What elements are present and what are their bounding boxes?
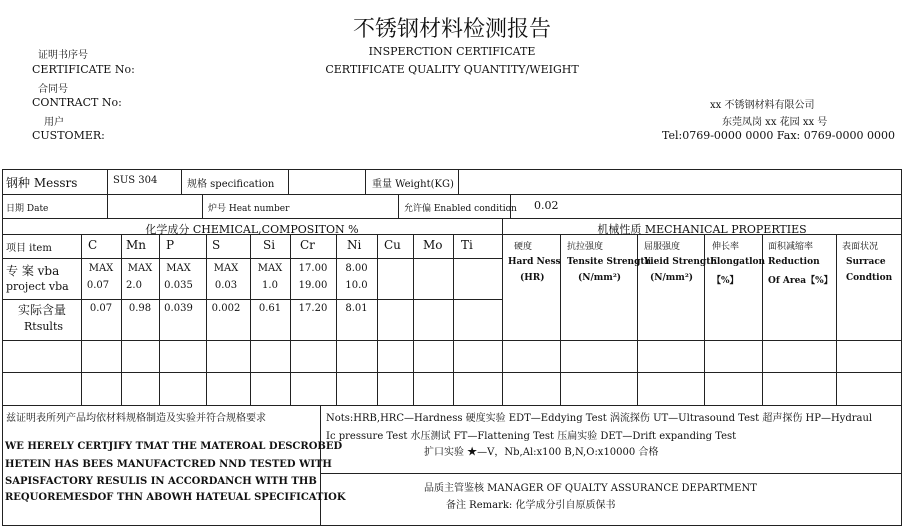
date-label: 日期 Date (6, 204, 49, 214)
remark-label: 备注 Remark: 化学成分引自原质保书 (446, 500, 616, 511)
table-cell: 8.01 (345, 303, 368, 314)
mech-en: Elongatlon (710, 257, 766, 267)
statement-line: HETEIN HAS BEES MANUFACTCRED NND TESTED WITH (5, 459, 332, 470)
page-title: 不锈钢材料检测报告 (352, 17, 551, 42)
spec-row-label: 专 案 vba (6, 264, 60, 278)
mech-unit: Of Area【%】 (768, 276, 833, 286)
mech-unit: 【%】 (712, 276, 739, 286)
mech-en: Yieid Strength (644, 257, 717, 267)
table-cell: 0.07 (86, 280, 110, 291)
table-cell: 10.0 (345, 280, 368, 291)
steel-grade: SUS 304 (113, 175, 158, 186)
chemical-composition-title: 化学成分 CHEMICAL,COMPOSITON % (145, 223, 359, 236)
table-cell: 0.03 (214, 280, 238, 291)
messrs-label: 钢种 Messrs (6, 176, 78, 190)
actual-row-label: 实际含量 (18, 303, 67, 317)
statement-line: REQUOREMESDOF THN ABOWH HATEUAL SPECIFICATIOK (5, 492, 346, 503)
mech-en: Hard Ness (508, 257, 561, 267)
table-cell: MAX (127, 263, 153, 274)
element-header: Ti (461, 238, 473, 252)
weight-label: 重量 Weight(KG) (372, 179, 454, 190)
mech-unit: (N/mm²) (578, 273, 622, 283)
contract-no-cn: 合同号 (38, 84, 68, 95)
table-cell: 0.035 (164, 280, 193, 291)
actual-row-label-en: Rtsults (24, 320, 64, 333)
statement-line: SAPISFACTORY RESULIS IN ACCORDANCH WITH THB (5, 476, 317, 487)
mech-cn: 硬度 (514, 242, 533, 252)
certificate-no-label: CERTIFICATE No: (32, 63, 135, 76)
heat-number-label: 炉号 Heat number (208, 204, 290, 214)
element-header: Mn (126, 238, 147, 252)
mech-en: Surrace (846, 257, 886, 267)
table-cell: MAX (166, 263, 191, 274)
table-cell: 0.98 (128, 303, 152, 314)
mech-cn: 抗拉强度 (567, 242, 604, 252)
table-cell: 0.002 (211, 303, 241, 314)
spec-row-label-en: project vba (6, 280, 69, 293)
customer-label: CUSTOMER: (32, 129, 105, 142)
note-line: 扩口实验 ★—V，Nb,Al:x100 B,N,O:x10000 合格 (424, 447, 659, 458)
table-cell: 19.00 (298, 280, 328, 291)
element-header: Cr (300, 238, 315, 252)
table-cell: 8.00 (345, 263, 368, 274)
mech-cn: 面积减缩率 (768, 242, 814, 252)
enabled-condition-label: 允许偏 Enabled condition (404, 204, 517, 214)
element-header: Mo (423, 238, 443, 252)
table-cell: 1.0 (262, 280, 278, 291)
table-cell: 2.0 (126, 280, 142, 291)
contract-no-label: CONTRACT No: (32, 96, 122, 109)
enabled-condition-value: 0.02 (534, 199, 559, 212)
customer-cn: 用户 (44, 117, 64, 128)
table-cell: MAX (88, 263, 114, 274)
item-label: 项目 item (6, 243, 52, 254)
note-line: Ic pressure Test 水压测试 FT—Flattening Test 压扁实验 DET—Drift expanding Test (326, 431, 737, 442)
table-cell: MAX (257, 263, 283, 274)
specification-label: 规格 specification (187, 179, 275, 190)
element-header: C (88, 238, 98, 252)
certification-statement-cn: 兹证明表所列产品均依材料规格制造及实验并符合规格要求 (6, 413, 266, 424)
table-cell: 0.039 (164, 303, 193, 314)
table-cell: 0.07 (89, 303, 113, 314)
company-name: xx 不锈钢材料有限公司 (710, 100, 815, 111)
table-cell: 0.61 (258, 303, 282, 314)
note-line: Nots:HRB,HRC—Hardness 硬度实验 EDT—Eddying Test 涡流探伤 UT—Ultrasound Test 超声探伤 HP—Hydraul (326, 413, 873, 424)
certificate-no-cn: 证明书序号 (38, 50, 88, 61)
quality-manager-label: 品质主管鉴核 MANAGER OF QUALTY ASSURANCE DEPARTMENT (424, 483, 757, 494)
mechanical-properties-title: 机械性质 MECHANICAL PROPERTIES (597, 223, 807, 236)
company-contact: Tel:0769-0000 0000 Fax: 0769-0000 0000 (662, 129, 895, 142)
element-header: Ni (347, 238, 362, 252)
mech-unit: (HR) (520, 273, 545, 283)
element-header: P (166, 238, 175, 252)
quality-certificate: CERTIFICATE QUALITY QUANTITY/WEIGHT (325, 63, 579, 76)
mech-cn: 屈服强度 (644, 242, 681, 252)
element-header: S (212, 238, 221, 252)
table-cell: MAX (213, 263, 239, 274)
mech-unit: Condtion (846, 273, 893, 283)
mech-cn: 伸长率 (712, 242, 740, 252)
mech-unit: (N/mm²) (650, 273, 694, 283)
element-header: Cu (384, 238, 401, 252)
inspection-certificate: INSPERCTION CERTIFICATE (368, 45, 536, 58)
mech-en: Reduction (768, 257, 820, 267)
mech-en: Tensite Strength (567, 257, 652, 267)
element-header: Si (263, 238, 276, 252)
statement-line: WE HERELY CERTJIFY TMAT THE MATEROAL DESCROBED (5, 441, 343, 452)
company-address: 东莞凤岗 xx 花园 xx 号 (722, 117, 828, 128)
table-cell: 17.00 (298, 263, 328, 274)
table-cell: 17.20 (298, 303, 328, 314)
mech-cn: 表面状况 (842, 242, 879, 252)
